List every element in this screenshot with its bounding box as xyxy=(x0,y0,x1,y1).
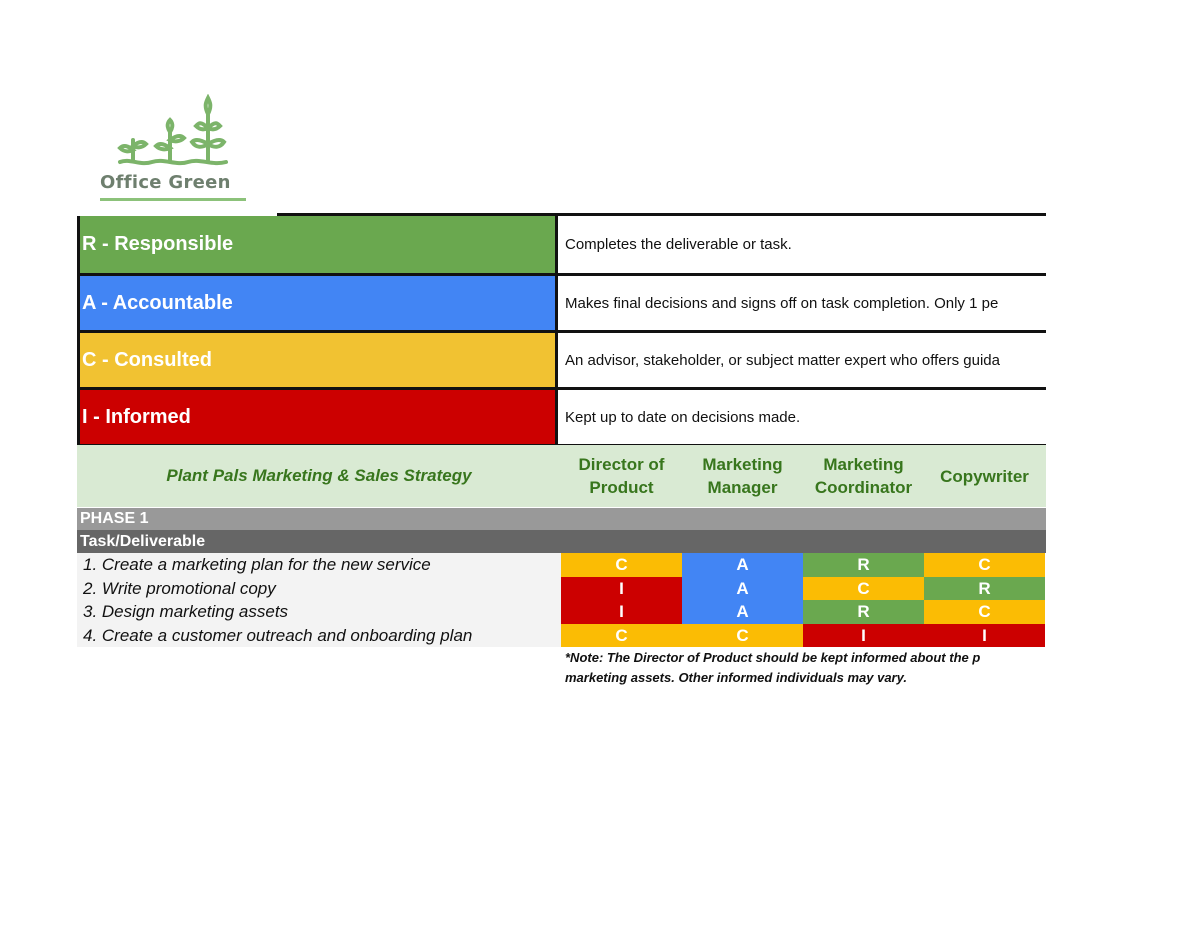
raci-cell: I xyxy=(561,600,682,624)
phase-heading: PHASE 1 xyxy=(77,508,1046,530)
legend-description-informed: Kept up to date on decisions made. xyxy=(565,408,801,426)
legend-row-consulted xyxy=(77,333,1046,390)
raci-cell: C xyxy=(803,577,924,601)
raci-cell: I xyxy=(561,577,682,601)
raci-cell: R xyxy=(924,577,1045,601)
role-copywriter: Copywriter xyxy=(940,466,1029,486)
legend-description-responsible: Completes the deliverable or task. xyxy=(565,236,792,253)
footnote-line-2: marketing assets. Other informed individuals may vary. xyxy=(565,670,907,685)
legend-row-responsible xyxy=(77,216,1046,276)
logo-text: Office Green xyxy=(100,172,231,193)
task-row xyxy=(77,577,1046,601)
footnote xyxy=(565,648,1046,688)
task-row xyxy=(77,624,1046,648)
raci-cell: A xyxy=(682,600,803,624)
task-label: 1. Create a marketing plan for the new service xyxy=(77,553,561,577)
project-title: Plant Pals Marketing & Sales Strategy xyxy=(166,466,472,485)
task-list xyxy=(77,553,1046,647)
raci-cell: C xyxy=(682,624,803,648)
legend-description-consulted: An advisor, stakeholder, or subject matter expert who offers guida xyxy=(565,351,1000,369)
raci-cell: C xyxy=(924,600,1045,624)
logo-underline xyxy=(100,198,246,201)
raci-cell: C xyxy=(561,553,682,577)
raci-cell: A xyxy=(682,577,803,601)
raci-cell: C xyxy=(924,553,1045,577)
footnote-line-1: *Note: The Director of Product should be kept informed about the p xyxy=(565,650,981,665)
task-label: 3. Design marketing assets xyxy=(77,600,561,624)
raci-cell: I xyxy=(924,624,1045,648)
legend-label-consulted: C - Consulted xyxy=(77,333,558,387)
legend-row-accountable xyxy=(77,276,1046,333)
raci-cell: R xyxy=(803,600,924,624)
raci-cell: I xyxy=(803,624,924,648)
raci-cell: R xyxy=(803,553,924,577)
task-row xyxy=(77,600,1046,624)
role-marketing-manager: Marketing Manager xyxy=(702,455,783,497)
raci-cell: C xyxy=(561,624,682,648)
legend-row-informed xyxy=(77,390,1046,447)
task-label: 4. Create a customer outreach and onboarding plan xyxy=(77,624,561,648)
task-row xyxy=(77,553,1046,577)
task-label: 2. Write promotional copy xyxy=(77,577,561,601)
role-marketing-coordinator: Marketing Coordinator xyxy=(814,455,913,497)
sprouts-logo-icon xyxy=(100,94,248,174)
legend-label-accountable: A - Accountable xyxy=(77,276,558,330)
legend-label-informed: I - Informed xyxy=(77,390,558,444)
matrix-header xyxy=(77,445,1046,507)
legend-label-responsible: R - Responsible xyxy=(77,216,558,273)
role-director-of-product: Director of Product xyxy=(578,455,665,497)
task-column-heading: Task/Deliverable xyxy=(77,530,1046,553)
company-logo xyxy=(100,94,248,206)
raci-legend xyxy=(77,216,1046,447)
legend-description-accountable: Makes final decisions and signs off on task completion. Only 1 pe xyxy=(565,294,999,312)
raci-cell: A xyxy=(682,553,803,577)
